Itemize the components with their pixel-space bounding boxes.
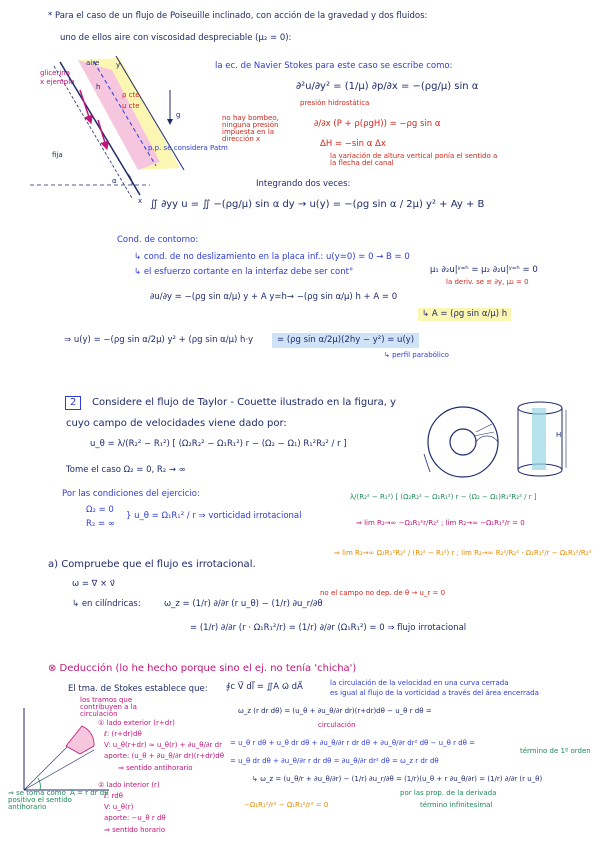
circ-eq-head: ω_z (r dr dθ) = (u_θ + ∂u_θ/∂r dr)(r+dr)dθ − u_θ r dθ =: [238, 707, 432, 715]
outer-side-2: V: u_θ(r+dr) ≈ u_θ(r) + ∂u_θ/∂r dr: [104, 741, 222, 749]
ns-equation-2: ∂/∂x (P + ρ(ρgH)) = −ρg sin α: [314, 119, 441, 129]
lim-2: ⇒ lim R₂→∞ Ω₁R₁²R₂² / (R₂² − R₁²) r ; lim R₂→∞ R₂²/R₂² · Ω₁R₁²/r − Ω₁R₁²/R₂²: [334, 549, 592, 557]
inner-side-1: ℓ: rdθ: [104, 792, 123, 800]
circ-line-3: = u_θ dr dθ + ∂u_θ/∂r r dr dθ = ∂u_θ/∂r dr² dθ = ω_z r dr dθ: [230, 757, 439, 765]
circ-line-5: −Ω₁R₁²/r² − Ω₁R₁²/r² = 0: [244, 801, 329, 809]
inner-side-title: ② lado interior (r): [98, 781, 160, 789]
stokes-note-2: es igual al flujo de la vorticidad a través del área encerrada: [330, 689, 539, 697]
stokes-equation: ∮c V⃗ dl⃗ = ∬A ω⃗ dA⃗: [226, 682, 303, 692]
cond-title: Por las condiciones del ejercicio:: [62, 489, 200, 499]
fig3-top-note: los tramos que contribuyen a la circulación: [80, 696, 137, 718]
ns-note-left: no hay bombeo, ninguna presión impuesta en la dirección x: [222, 114, 279, 143]
final-equation-box: = (ρg sin α/2μ)(2hy − y²) = u(y): [272, 333, 419, 348]
exercise-title-1: Considere el flujo de Taylor - Couette ilustrado en la figura, y: [92, 397, 397, 408]
circ-line-4: ↳ ω_z = (u_θ/r + ∂u_θ/∂r) − (1/r) ∂u_r/∂θ = (1/r)(u_θ + r ∂u_θ/∂r) = (1/r) ∂/∂r (r u_θ): [252, 775, 543, 783]
outer-side-title: ① lado exterior (r+dr): [98, 719, 175, 727]
cylindrical-equation-2: = (1/r) ∂/∂r (r · Ω₁R₁²/r) = (1/r) ∂/∂r (Ω₁R₁²) = 0 ⇒ flujo irrotacional: [190, 623, 467, 633]
cylindrical-note: no el campo no dep. de θ → u_r = 0: [320, 589, 446, 597]
circ-note-1: término de 1º orden: [520, 747, 591, 755]
couette-annulus-figure: [418, 402, 508, 482]
deduction-title: ⊗ Deducción (lo he hecho porque sino el ej. no tenía 'chicha'): [48, 663, 357, 674]
lim-expression: λ/(R₂² − R₁²) [ (Ω₂R₂² − Ω₁R₁²) r − (Ω₂ − Ω₁)R₁²R₂² / r ]: [350, 493, 537, 501]
outer-side-3: aporte: (u_θ + ∂u_θ/∂r dr)(r+dr)dθ: [104, 752, 225, 760]
inner-side-2: V: u_θ(r): [104, 803, 134, 811]
ns-dh: ΔH = −sin α Δx: [320, 139, 386, 149]
couette-cylinder-figure: [514, 400, 570, 480]
intro-line-1: * Para el caso de un flujo de Poiseuille inclinado, con acción de la gravedad y dos fluidos:: [48, 11, 428, 21]
bc-title: Cond. de contorno:: [117, 235, 199, 245]
inner-side-3: aporte: −u_θ r dθ: [104, 814, 166, 822]
stokes-note-1: la circulación de la velocidad en una curva cerrada: [330, 679, 509, 687]
fig1-aire-label: aire: [86, 59, 100, 67]
ns-title: la ec. de Navier Stokes para este caso se escribe como:: [215, 61, 453, 71]
fig1-g-label: g: [176, 111, 181, 119]
fig3-bl-note: ⇒ se toma como positivo el sentido antihorario: [8, 789, 72, 811]
outer-side-note: ⇒ sentido antihorario: [118, 764, 193, 772]
fig1-mu-label: μ cte: [122, 102, 140, 110]
bc-2-equation: μ₁ ∂₂u|ʸ⁼ʰ = μ₂ ∂₂u|ʸ⁼ʰ = 0: [430, 265, 538, 275]
fig3-area: A = r dr dθ: [70, 789, 109, 797]
circ-label: circulación: [318, 721, 356, 729]
bc-3-equation: ∂u/∂y = −(ρg sin α/μ) y + A y=h→ −(ρg sin α/μ) h + A = 0: [150, 292, 398, 302]
circ-note-2: por las prop. de la derivada: [400, 789, 497, 797]
ns-equation: ∂²u/∂y² = (1/μ) ∂p/∂x = −(ρg/μ) sin α: [296, 81, 479, 92]
fig1-fija-label: fija: [52, 151, 63, 159]
circ-line-2: = u_θ r dθ + u_θ dr dθ + ∂u_θ/∂r r dr dθ + ∂u_θ/∂r dr² dθ − u_θ r dθ =: [230, 739, 475, 747]
fig2-h-label: H: [556, 431, 562, 439]
fig1-alpha-label: α: [112, 177, 117, 185]
fig1-rho-label: ρ cte: [122, 91, 140, 99]
fig1-patm-note: p.p. se considera Patm: [148, 144, 228, 152]
ns-note-right: presión hidrostática: [300, 99, 370, 107]
exercise-number: 2: [65, 396, 81, 410]
cond-eq-1: Ω₂ = 0: [86, 505, 114, 515]
fig1-h-label: h: [96, 83, 101, 91]
fig1-ejemplo-label: x ejemplo: [40, 78, 75, 86]
bc-3-result: ↳ A = (ρg sin α/μ) h: [418, 308, 511, 321]
curl-equation: ω = ∇ × v⃗: [72, 579, 115, 589]
outer-side-1: ℓ: (r+dr)dθ: [104, 730, 142, 738]
fig1-glicerina-label: glicerina: [40, 69, 71, 77]
cond-result: } u_θ = Ω₁R₁² / r ⇒ vorticidad irrotacional: [126, 511, 302, 521]
bc-2: ↳ el esfuerzo cortante en la interfaz debe ser cont°: [134, 267, 354, 277]
cond-eq-2: R₂ = ∞: [86, 519, 115, 529]
bc-1: ↳ cond. de no deslizamiento en la placa inf.: u(y=0) = 0 → B = 0: [134, 252, 410, 262]
integrate-title: Integrando dos veces:: [256, 179, 351, 189]
exercise-title-2: cuyo campo de velocidades viene dado por:: [66, 418, 287, 429]
lim-1: ⇒ lim R₂→∞ −Ω₁R₁²r/R₂² ; lim R₂→∞ −Ω₁R₁²/r = 0: [356, 519, 525, 527]
velocity-equation: u_θ = λ/(R₂² − R₁²) [ (Ω₂R₂² − Ω₁R₁²) r − (Ω₂ − Ω₁) R₁²R₂² / r ]: [90, 439, 347, 449]
case-statement: Tome el caso Ω₂ = 0, R₂ → ∞: [66, 465, 186, 475]
bc-2-note: la deriv. se ≡ ∂y, μ₂ = 0: [446, 278, 529, 286]
circ-note-3: término infinitesimal: [420, 801, 493, 809]
inner-side-note: ⇒ sentido horario: [104, 826, 166, 834]
cylindrical-label: ↳ en cilíndricas:: [72, 599, 141, 609]
ns-note-bottom: la variación de altura vertical ponía el sentido a la flecha del canal: [330, 152, 498, 167]
intro-line-2: uno de ellos aire con viscosidad despreciable (μ₂ = 0):: [60, 33, 292, 43]
fig1-x-label: x: [138, 197, 143, 205]
cylindrical-equation: ω_z = (1/r) ∂/∂r (r u_θ) − (1/r) ∂u_r/∂θ: [164, 599, 323, 609]
integrate-equation: ∬ ∂yy u = ∬ −(ρg/μ) sin α dy → u(y) = −(ρg sin α / 2μ) y² + Ay + B: [150, 199, 485, 210]
final-equation-left: ⇒ u(y) = −(ρg sin α/2μ) y² + (ρg sin α/μ) h·y: [64, 335, 254, 345]
fig1-y-label: y: [116, 61, 121, 69]
final-note: ↳ perfil parabólico: [384, 351, 449, 359]
part-a: a) Compruebe que el flujo es irrotacional.: [48, 559, 256, 570]
stokes-intro: El tma. de Stokes establece que:: [68, 684, 208, 694]
